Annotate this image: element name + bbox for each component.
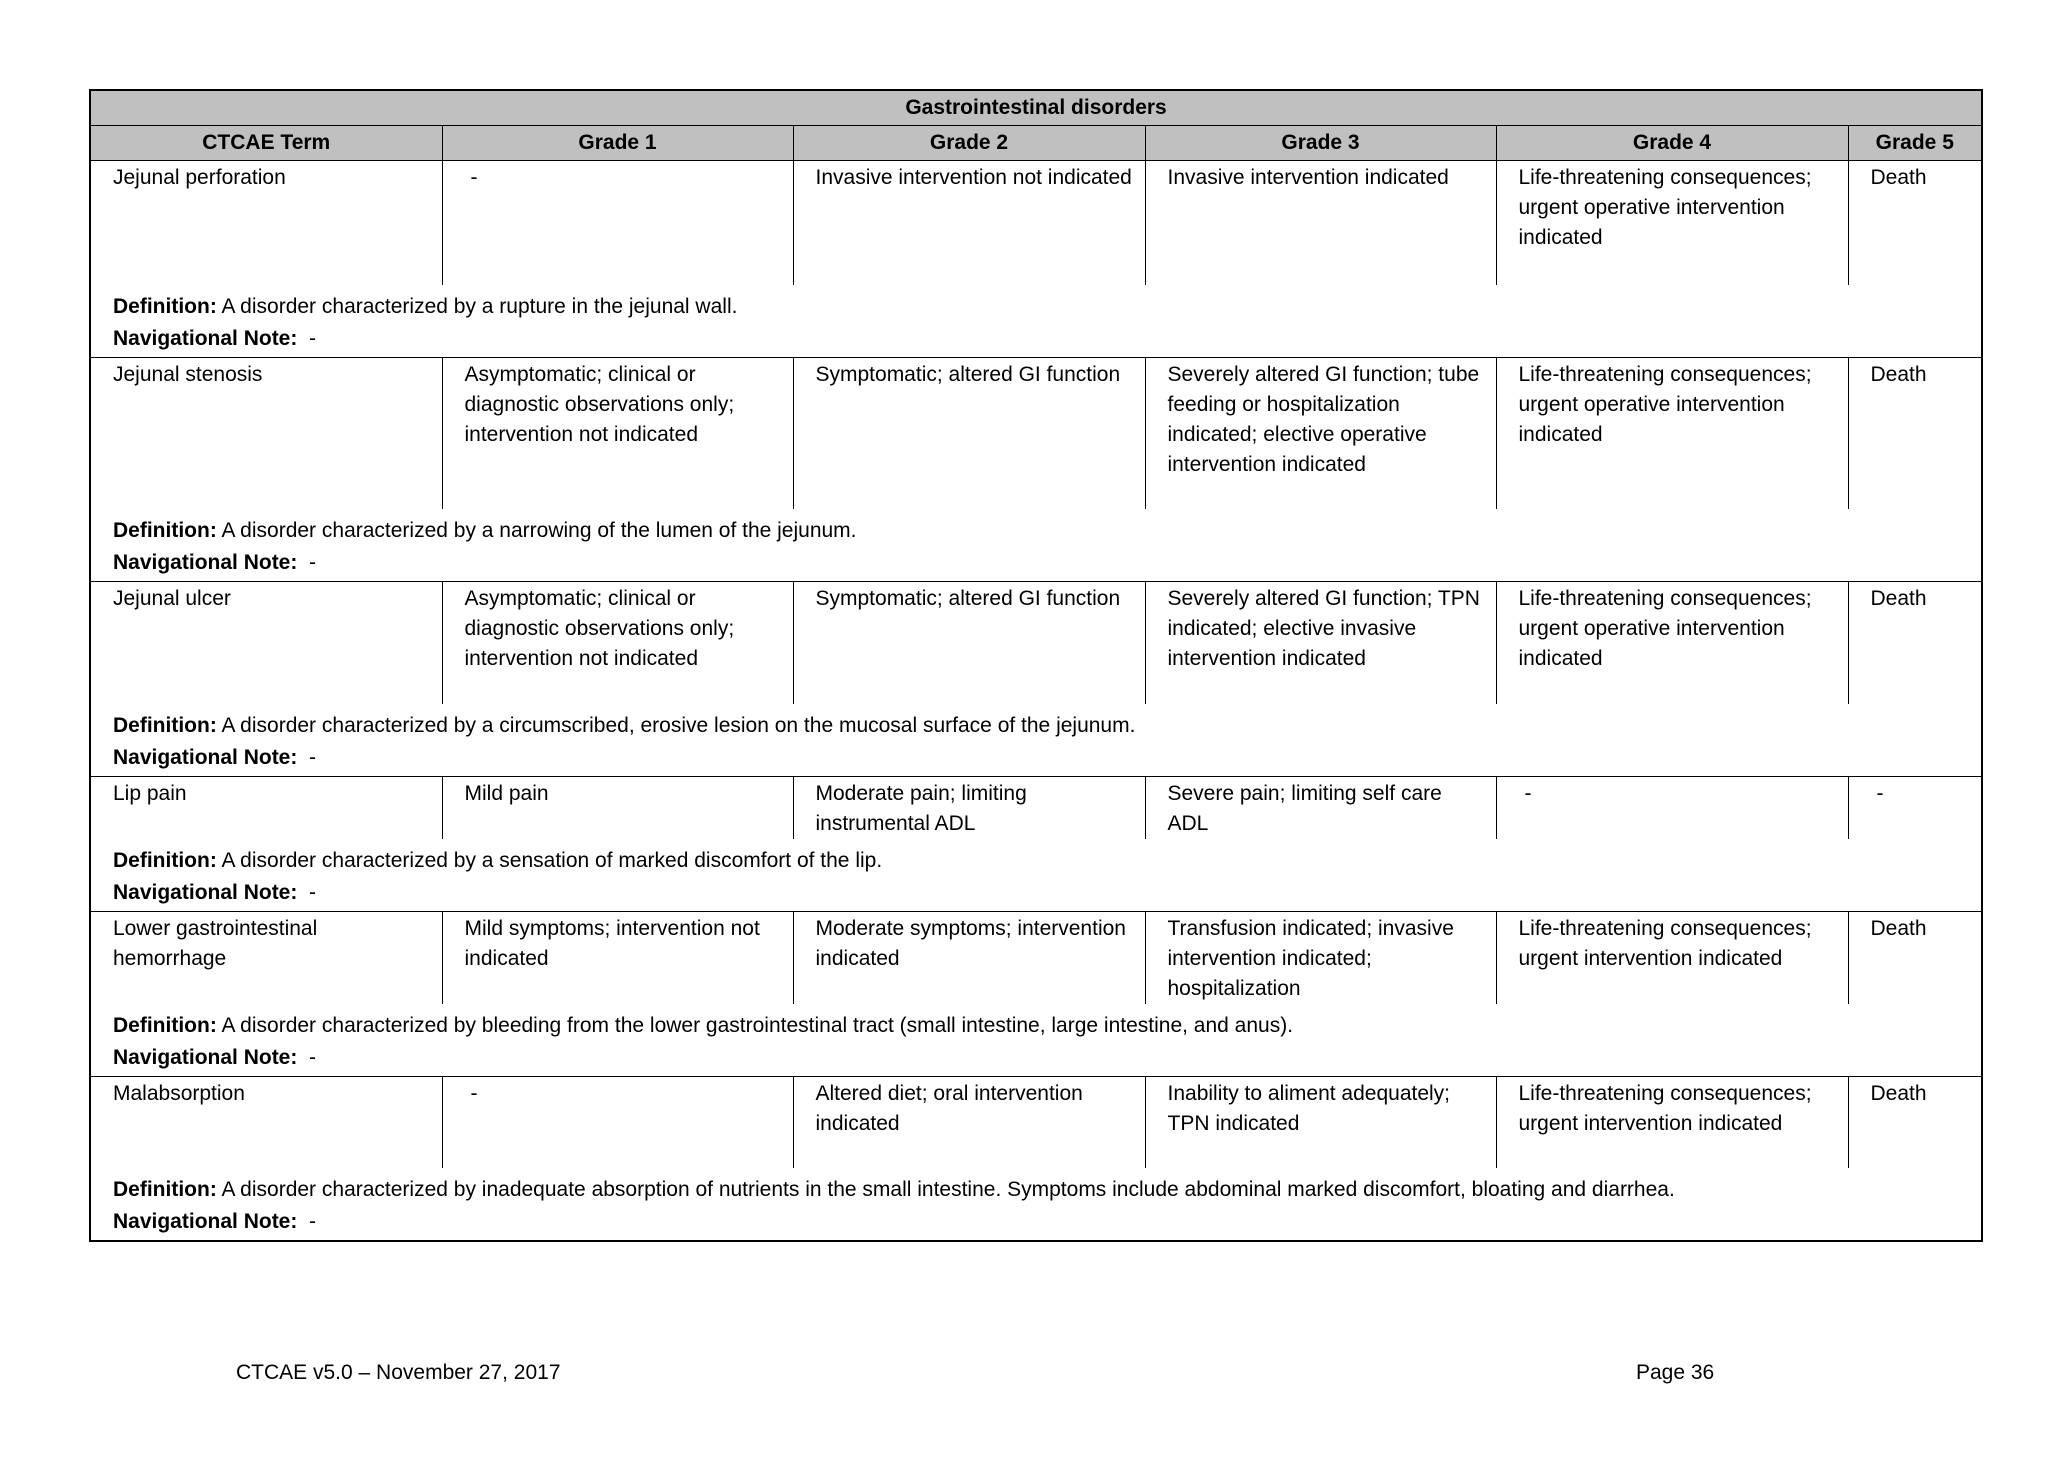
- grade-2-cell: Altered diet; oral intervention indicated: [793, 1076, 1145, 1168]
- grade-2-cell: Moderate symptoms; intervention indicated: [793, 911, 1145, 1004]
- table-row: [90, 776, 1982, 839]
- grade-3-cell: Invasive intervention indicated: [1145, 161, 1496, 285]
- definition-label: Definition:: [113, 713, 217, 737]
- definition-text: Definition: A disorder characterized by a sensation of marked discomfort of the lip.: [113, 848, 883, 872]
- grade-5-cell: Death: [1848, 1076, 1982, 1168]
- navigational-note: Navigational Note: -: [113, 880, 317, 904]
- column-header-grade-2: Grade 2: [793, 126, 1145, 161]
- definition-label: Definition:: [113, 519, 217, 542]
- table-row: [90, 911, 1982, 1004]
- grade-5-cell: -: [1848, 776, 1982, 839]
- grade-3-cell: Severe pain; limiting self care ADL: [1145, 776, 1496, 839]
- definition-text: Definition: A disorder characterized by inadequate absorption of nutrients in the small intestine. Symptoms include abdominal marked discomfort, bloating and diarrhea.: [113, 1178, 1675, 1201]
- ctcae-table: [89, 89, 1983, 1242]
- definition-label: Definition:: [113, 1013, 217, 1037]
- term-cell: Malabsorption: [90, 1076, 442, 1168]
- footer-version-date: CTCAE v5.0 – November 27, 2017: [236, 1361, 561, 1384]
- navigational-note: Navigational Note: -: [113, 1045, 317, 1069]
- navigational-note: Navigational Note: -: [113, 326, 317, 350]
- grade-5-cell: Death: [1848, 161, 1982, 285]
- column-header-grade-1: Grade 1: [442, 126, 793, 161]
- term-cell: Lower gastrointestinal hemorrhage: [90, 911, 442, 1004]
- grade-4-cell: Life-threatening consequences; urgent intervention indicated: [1496, 911, 1848, 1004]
- definition-text: Definition: A disorder characterized by a rupture in the jejunal wall.: [113, 294, 738, 318]
- term-cell: Lip pain: [90, 776, 442, 839]
- column-header-grade-5: Grade 5: [1848, 126, 1982, 161]
- grade-1-cell: -: [442, 161, 793, 285]
- grade-2-cell: Moderate pain; limiting instrumental ADL: [793, 776, 1145, 839]
- grade-1-cell: Mild pain: [442, 776, 793, 839]
- definition-row: [90, 285, 1982, 358]
- navigational-note: Navigational Note: -: [113, 551, 317, 574]
- definition-label: Definition:: [113, 1178, 217, 1201]
- table-row: [90, 357, 1982, 509]
- grade-4-cell: -: [1496, 776, 1848, 839]
- grade-4-cell: Life-threatening consequences; urgent operative intervention indicated: [1496, 357, 1848, 509]
- nav-note-label: Navigational Note:: [113, 745, 298, 769]
- section-title: Gastrointestinal disorders: [90, 90, 1982, 126]
- term-cell: Jejunal ulcer: [90, 582, 442, 704]
- nav-note-label: Navigational Note:: [113, 880, 298, 904]
- definition-row: [90, 509, 1982, 582]
- definition-row: [90, 704, 1982, 777]
- column-header-grade-4: Grade 4: [1496, 126, 1848, 161]
- grade-5-cell: Death: [1848, 357, 1982, 509]
- table-row: [90, 1076, 1982, 1168]
- footer-page-number: Page 36: [1636, 1361, 1715, 1384]
- grade-4-cell: Life-threatening consequences; urgent operative intervention indicated: [1496, 161, 1848, 285]
- grade-3-cell: Severely altered GI function; TPN indicated; elective invasive intervention indicated: [1145, 582, 1496, 704]
- grade-5-cell: Death: [1848, 911, 1982, 1004]
- definition-row: [90, 1168, 1982, 1241]
- grade-3-cell: Transfusion indicated; invasive intervention indicated; hospitalization: [1145, 911, 1496, 1004]
- definition-text: Definition: A disorder characterized by a circumscribed, erosive lesion on the mucosal surface of the jejunum.: [113, 713, 1136, 737]
- grade-1-cell: Mild symptoms; intervention not indicated: [442, 911, 793, 1004]
- grade-5-cell: Death: [1848, 582, 1982, 704]
- table-row: [90, 582, 1982, 704]
- table-row: [90, 161, 1982, 285]
- grade-2-cell: Symptomatic; altered GI function: [793, 357, 1145, 509]
- grade-3-cell: Inability to aliment adequately; TPN indicated: [1145, 1076, 1496, 1168]
- grade-4-cell: Life-threatening consequences; urgent operative intervention indicated: [1496, 582, 1848, 704]
- definition-label: Definition:: [113, 848, 217, 872]
- navigational-note: Navigational Note: -: [113, 1210, 317, 1233]
- definition-text: Definition: A disorder characterized by bleeding from the lower gastrointestinal tract (small intestine, large intestine, and anus).: [113, 1013, 1294, 1037]
- nav-note-label: Navigational Note:: [113, 1210, 298, 1233]
- grade-4-cell: Life-threatening consequences; urgent intervention indicated: [1496, 1076, 1848, 1168]
- definition-row: [90, 1004, 1982, 1077]
- grade-1-cell: Asymptomatic; clinical or diagnostic observations only; intervention not indicated: [442, 582, 793, 704]
- definition-label: Definition:: [113, 294, 217, 318]
- grade-2-cell: Symptomatic; altered GI function: [793, 582, 1145, 704]
- term-cell: Jejunal perforation: [90, 161, 442, 285]
- nav-note-label: Navigational Note:: [113, 551, 298, 574]
- grade-2-cell: Invasive intervention not indicated: [793, 161, 1145, 285]
- column-header-row: [90, 126, 1982, 161]
- grade-3-cell: Severely altered GI function; tube feeding or hospitalization indicated; elective operative intervention indicated: [1145, 357, 1496, 509]
- nav-note-label: Navigational Note:: [113, 326, 298, 350]
- nav-note-label: Navigational Note:: [113, 1045, 298, 1069]
- grade-1-cell: Asymptomatic; clinical or diagnostic observations only; intervention not indicated: [442, 357, 793, 509]
- grade-1-cell: -: [442, 1076, 793, 1168]
- column-header-grade-3: Grade 3: [1145, 126, 1496, 161]
- term-cell: Jejunal stenosis: [90, 357, 442, 509]
- column-header-term: CTCAE Term: [90, 126, 442, 161]
- definition-row: [90, 839, 1982, 912]
- definition-text: Definition: A disorder characterized by a narrowing of the lumen of the jejunum.: [113, 519, 857, 542]
- navigational-note: Navigational Note: -: [113, 745, 317, 769]
